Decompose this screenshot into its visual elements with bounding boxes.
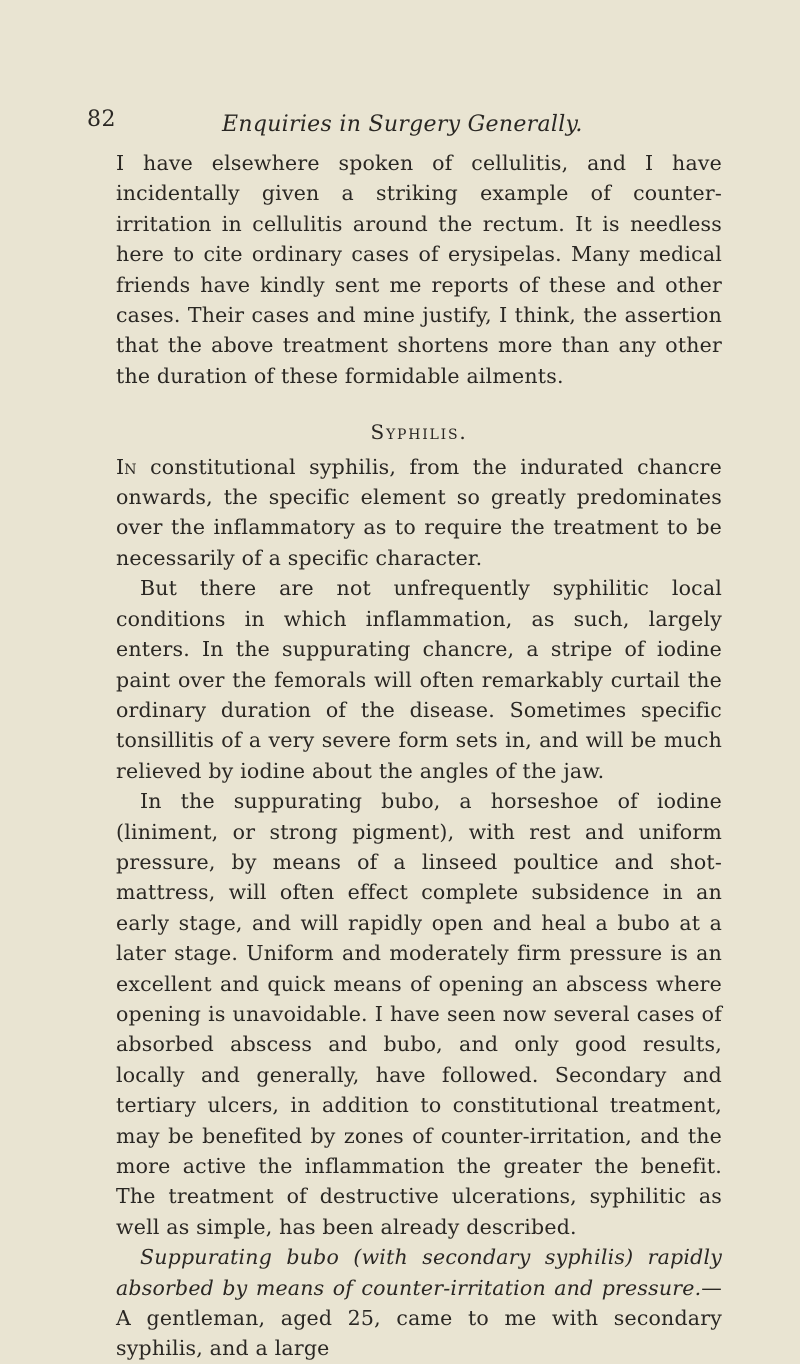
paragraph-constitutional-syphilis bbox=[116, 452, 722, 574]
page-number: 82 bbox=[87, 107, 116, 132]
paragraph-lead-word: In bbox=[116, 454, 137, 479]
body-text bbox=[116, 148, 722, 1364]
paragraph-suppurating-bubo: In the suppurating bubo, a horseshoe of iodine (liniment, or strong pigment), with rest and uniform pressure, by means of a linseed poultice and shot-mattress, will often effect complete subsidence in an early stage, and will rapidly open and heal a bubo at a later stage. Uniform and moderately firm pressure is an excellent and quick means of opening an abscess where opening is unavoidable. I have seen now several cases of absorbed abscess and bubo, and only good results, locally and generally, have followed. Secondary and tertiary ulcers, in addition to constitutional treatment, may be benefited by zones of counter-irritation, and the more active the inflammation the greater the benefit. The treatment of destructive ulcerations, syphilitic as well as simple, has been already described. bbox=[116, 789, 722, 1239]
paragraph-cellulitis: I have elsewhere spoken of cellulitis, and I have incidentally given a striking example of counter-irritation in cellulitis around the rectum. It is needless here to cite ordinary cases of erysipelas. Many medical friends have kindly sent me reports of these and other cases. Their cases and mine justify, I think, the assertion that the above treatment shortens more than any other the duration of these formidable ailments. bbox=[116, 151, 722, 388]
running-head: Enquiries in Surgery Generally. bbox=[222, 112, 583, 137]
case-text: —A gentleman, aged 25, came to me with secondary syphilis, and a large bbox=[116, 1275, 722, 1361]
section-heading-syphilis: Syphilis. bbox=[370, 420, 468, 445]
case-title: Suppurating bubo (with secondary syphilis) rapidly absorbed by means of counter-irritation and pressure. bbox=[116, 1245, 722, 1300]
paragraph-local-conditions: But there are not unfrequently syphilitic local conditions in which inflammation, as such, largely enters. In the suppurating chancre, a stripe of iodine paint over the femorals will often remarkably curtail the ordinary duration of the disease. Sometimes specific tonsillitis of a very severe form sets in, and will be much relieved by iodine about the angles of the jaw. bbox=[116, 576, 722, 783]
paragraph-text: constitutional syphilis, from the indurated chancre onwards, the specific element so greatly predominates over the inflammatory as to require the treatment to be necessarily of a specific character. bbox=[116, 454, 722, 570]
paragraph-case-report bbox=[116, 1242, 722, 1364]
